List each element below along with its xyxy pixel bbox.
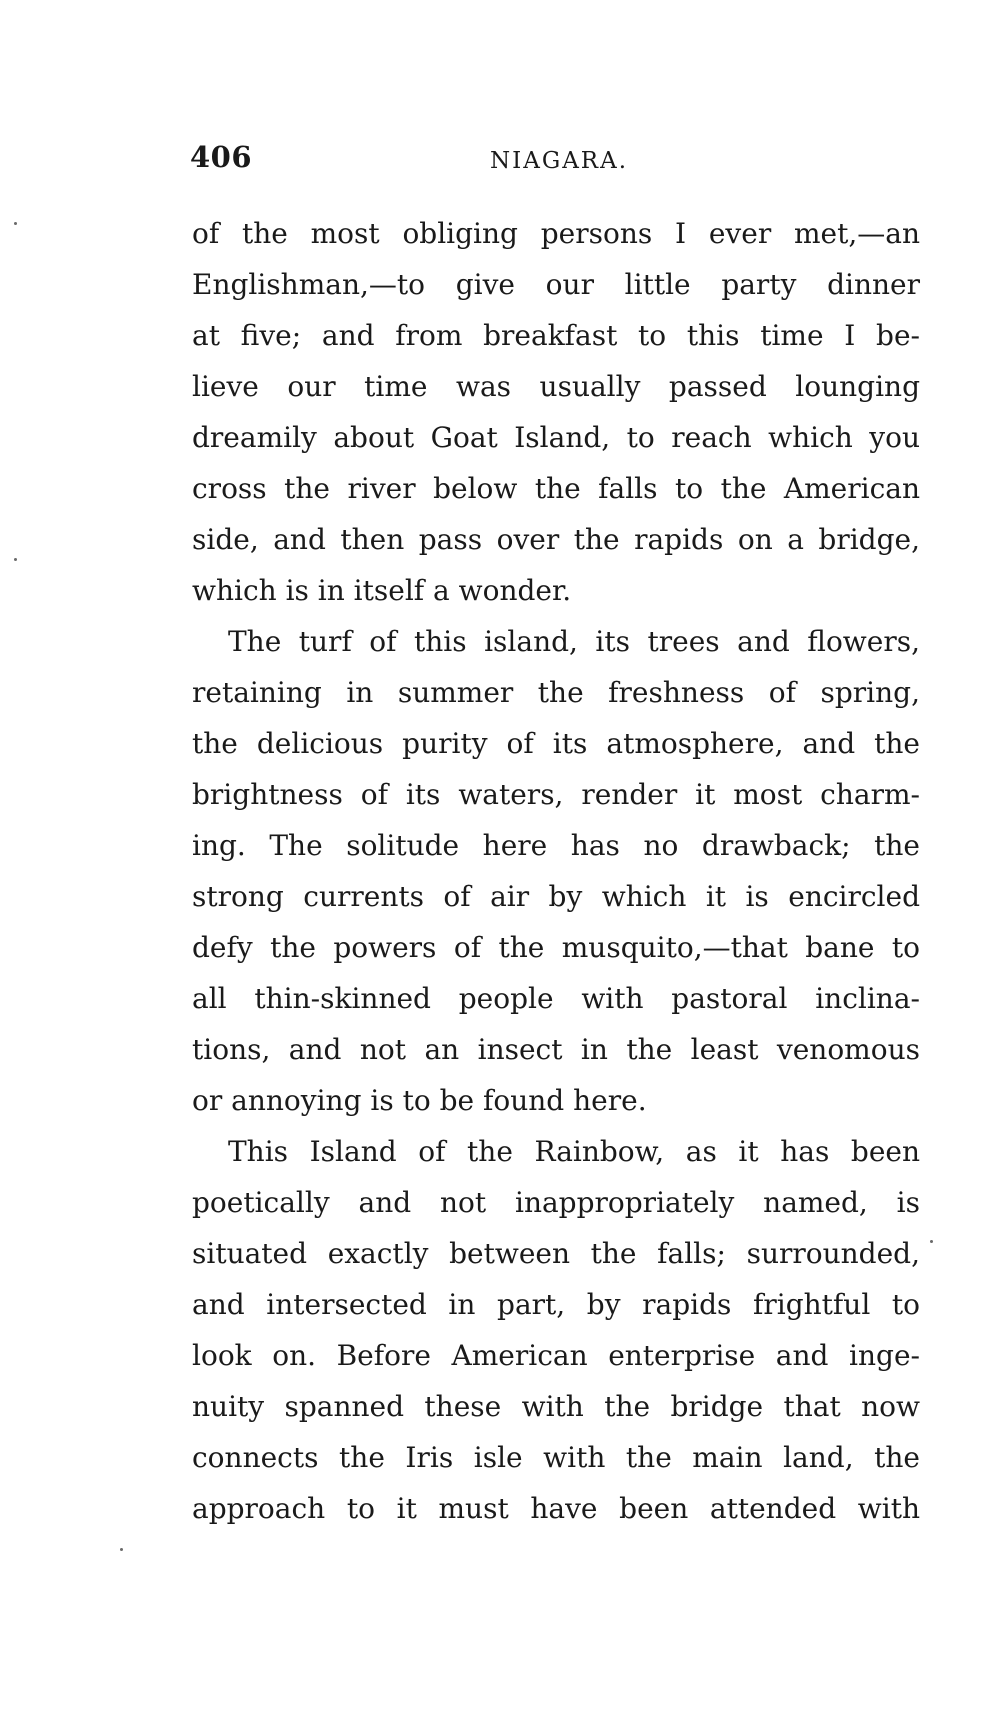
text-line: side, and then pass over the rapids on a bridge, xyxy=(192,523,920,556)
text-line: dreamily about Goat Island, to reach which you xyxy=(192,421,920,454)
page-header xyxy=(190,140,920,180)
text-line: The turf of this island, its trees and flowers, xyxy=(228,625,920,658)
text-line: poetically and not inappropriately named, is xyxy=(192,1186,920,1219)
text-line: retaining in summer the freshness of spring, xyxy=(192,676,920,709)
text-line: connects the Iris isle with the main land, the xyxy=(192,1441,920,1474)
scan-speck xyxy=(930,1240,933,1243)
text-line: ing. The solitude here has no drawback; the xyxy=(192,829,920,862)
text-line: strong currents of air by which it is encircled xyxy=(192,880,920,913)
text-line: at five; and from breakfast to this time I be- xyxy=(192,319,920,352)
text-line: of the most obliging persons I ever met,—an xyxy=(192,217,920,250)
text-line: all thin-skinned people with pastoral inclina- xyxy=(192,982,920,1015)
text-line: the delicious purity of its atmosphere, and the xyxy=(192,727,920,760)
text-line: Englishman,—to give our little party dinner xyxy=(192,268,920,301)
body-text xyxy=(192,208,920,1534)
text-line: defy the powers of the musquito,—that bane to xyxy=(192,931,920,964)
text-line: which is in itself a wonder. xyxy=(192,574,572,607)
text-line: brightness of its waters, render it most charm- xyxy=(192,778,920,811)
running-head: NIAGARA. xyxy=(490,148,629,174)
text-line: cross the river below the falls to the American xyxy=(192,472,920,505)
text-line: tions, and not an insect in the least venomous xyxy=(192,1033,920,1066)
scan-speck xyxy=(120,1548,123,1551)
text-line: situated exactly between the falls; surrounded, xyxy=(192,1237,920,1270)
text-line: lieve our time was usually passed lounging xyxy=(192,370,920,403)
text-line: or annoying is to be found here. xyxy=(192,1084,647,1117)
page-number: 406 xyxy=(190,140,253,174)
text-line: nuity spanned these with the bridge that now xyxy=(192,1390,920,1423)
text-line: and intersected in part, by rapids frightful to xyxy=(192,1288,920,1321)
text-line: look on. Before American enterprise and inge- xyxy=(192,1339,920,1372)
text-line: This Island of the Rainbow, as it has been xyxy=(228,1135,920,1168)
scan-speck xyxy=(14,558,17,561)
scan-speck xyxy=(14,222,17,225)
text-line: approach to it must have been attended with xyxy=(192,1492,920,1525)
